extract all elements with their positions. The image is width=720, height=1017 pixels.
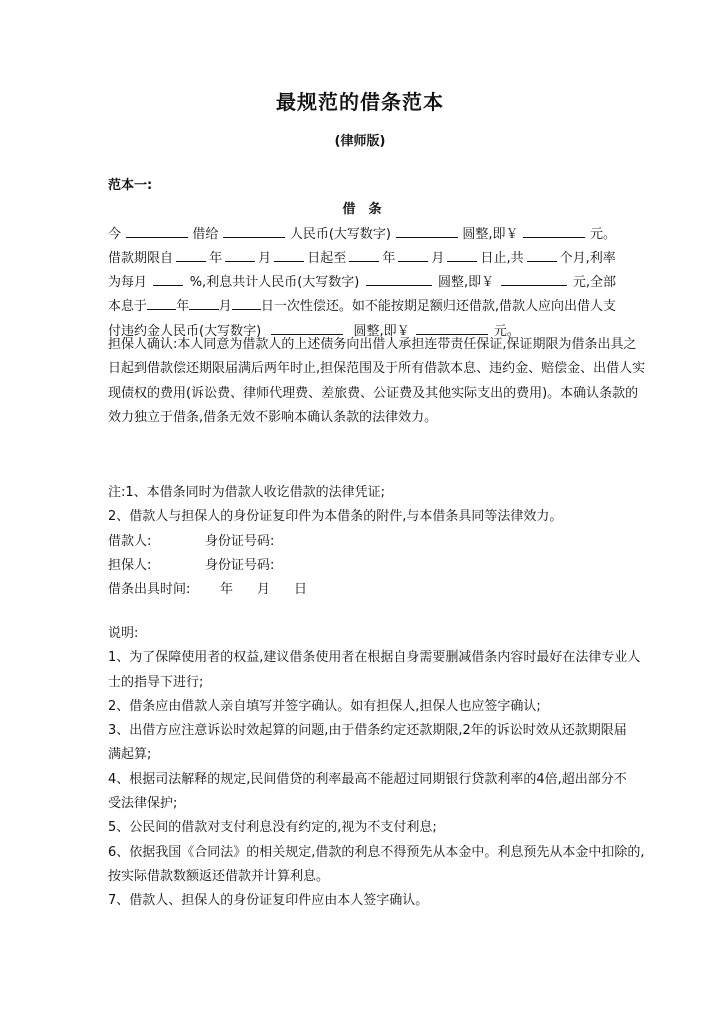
iou-line-3: 为每月 %,利息共计人民币(大写数字) 圆整,即￥ 元,全部 [108, 271, 616, 295]
sample-section [108, 174, 616, 344]
sample-label: 范本一: [108, 178, 153, 193]
blank-lender [126, 223, 188, 238]
iou-heading: 借 条 [342, 202, 382, 218]
notes-section: 注:1、本借条同时为借款人收讫借款的法律凭证; 2、借款人与担保人的身份证复印件为本借条的附件,与本借条具同等法律效力。 借款人: 身份证号码: 担保人: 身份证号码: 借条出具时间: 年 月 日 [108, 481, 616, 602]
document-title: 最规范的借条范本 [276, 90, 444, 114]
iou-line-1: 今 借给 人民币(大写数字) 圆整,即￥ 元。 [108, 223, 616, 247]
iou-line-2: 借款期限自 年 月 日起至 年 月 日止,共 个月,利率 [108, 247, 616, 271]
blank-amount-number [523, 223, 585, 238]
issue-date-line: 借条出具时间: 年 月 日 [108, 582, 308, 598]
borrower-signature-line: 借款人: 身份证号码: [108, 533, 275, 549]
iou-line-5: 付违约金人民币(大写数字) 圆整,即￥ 元。 [108, 320, 616, 344]
document-subtitle: (律师版) [334, 134, 386, 149]
iou-line-4: 本息于 年 月 日一次性偿还。如不能按期足额归还借款,借款人应向出借人支 [108, 295, 616, 319]
blank-borrower [223, 223, 285, 238]
explanation-heading: 说明: [108, 626, 139, 641]
explanation-section: 说明: 1、为了保障使用者的权益,建议借条使用者在根据自身需要删减借条内容时最好在法律专业人 士的指导下进行; 2、借条应由借款人亲自填写并签字确认。如有担保人,担保人也应签字确认; 3、出借方应注意诉讼时效起算的问题,由于借条约定还款期限,2年的诉讼时效从还款期限届 满起算; 4、根据司法解释的规定,民间借贷的利率最高不能超过同期银行贷款利率的4倍,超出部分不 受法律保护; 5、公民间的借款对支付利息没有约定的,视为不支付利息; 6、依据我国《合同法》的相关规定,借款的利息不得预先从本金中。利息预先从本金中扣除的, 按实际借款数额返还借款并计算利息。 7、借款人、担保人的身份证复印件应由本人签字确认。 [108, 622, 616, 914]
guarantor-confirmation: 担保人确认:本人同意为借款人的上述债务向出借人承担连带责任保证,保证期限为借条出具之 日起到借款偿还期限届满后两年时止,担保范围及于所有借款本息、违约金、赔偿金、出借人实 现债权的费用(诉讼费、律师代理费、差旅费、公证费及其他实际支出的费用)。本确认条款的 效力独立于借条,借条无效不影响本确认条款的法律效力。 [108, 337, 646, 425]
blank-amount-words [396, 223, 458, 238]
guarantor-signature-line: 担保人: 身份证号码: [108, 557, 275, 573]
